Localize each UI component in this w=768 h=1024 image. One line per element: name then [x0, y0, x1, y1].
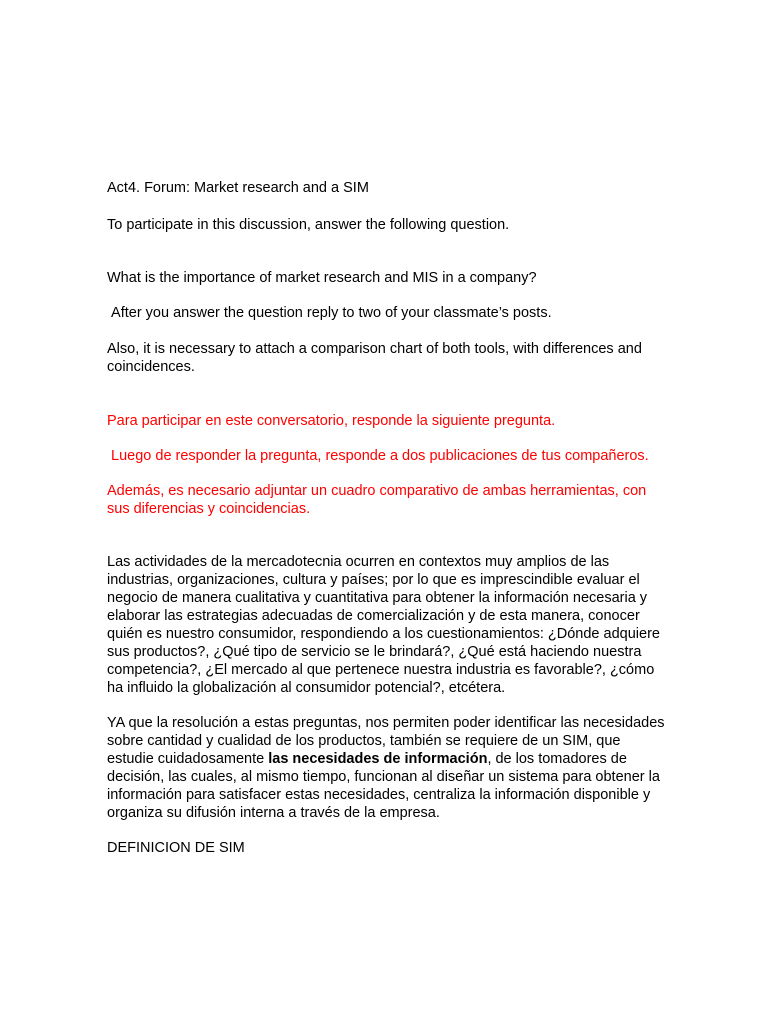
document-page — [107, 179, 667, 857]
spanish-reply-instruction: Luego de responder la pregunta, responde a dos publicaciones de tus compañeros. — [107, 448, 649, 464]
english-reply-instruction: After you answer the question reply to two of your classmate’s posts. — [107, 305, 552, 321]
body-paragraph-2-end: , de los tomadores de decisión, las cuales, al mismo tiempo, funcionan al diseñar un sistema para obtener la información para satisfacer estas necesidades, centraliza la información disponible y organiza su difusión interna a través de la empresa. — [107, 751, 664, 821]
body-paragraph-1: Las actividades de la mercadotecnia ocurren en contextos muy amplios de las industrias, organizaciones, cultura y países; por lo que es imprescindible evaluar el negocio de manera cualitativa y cuantitativa para obtener la información necesaria y elaborar las estrategias adecuadas de comercialización y de esta manera, conocer quién es nuestro consumidor, respondiendo a los cuestionamientos: ¿Dónde adquiere sus productos?, ¿Qué tipo de servicio se le brindará?, ¿Qué está haciendo nuestra competencia?, ¿El mercado al que pertenece nuestra industria es favorable?, ¿cómo ha influido la globalización al consumidor potencial?, etcétera. — [107, 554, 664, 696]
english-intro: To participate in this discussion, answer the following question. — [107, 217, 510, 233]
document-title: Act4. Forum: Market research and a SIM — [107, 180, 369, 196]
spanish-intro: Para participar en este conversatorio, responde la siguiente pregunta. — [107, 413, 556, 429]
spanish-attach-instruction: Además, es necesario adjuntar un cuadro comparativo de ambas herramientas, con sus diferencias y coincidencias. — [107, 483, 651, 517]
body-paragraph-2-bold: las necesidades de información — [268, 751, 488, 767]
body-paragraph-2 — [107, 714, 667, 822]
english-attach-instruction: Also, it is necessary to attach a comparison chart of both tools, with differences and coincidences. — [107, 341, 646, 375]
section-heading: DEFINICION DE SIM — [107, 840, 245, 856]
body-paragraph-2-start: YA que la resolución a estas preguntas, nos permiten poder identificar las necesidades sobre cantidad y cualidad de los productos, también se requiere de un SIM, que estudie cuidadosamente — [107, 715, 669, 767]
english-question: What is the importance of market research and MIS in a company? — [107, 270, 537, 286]
